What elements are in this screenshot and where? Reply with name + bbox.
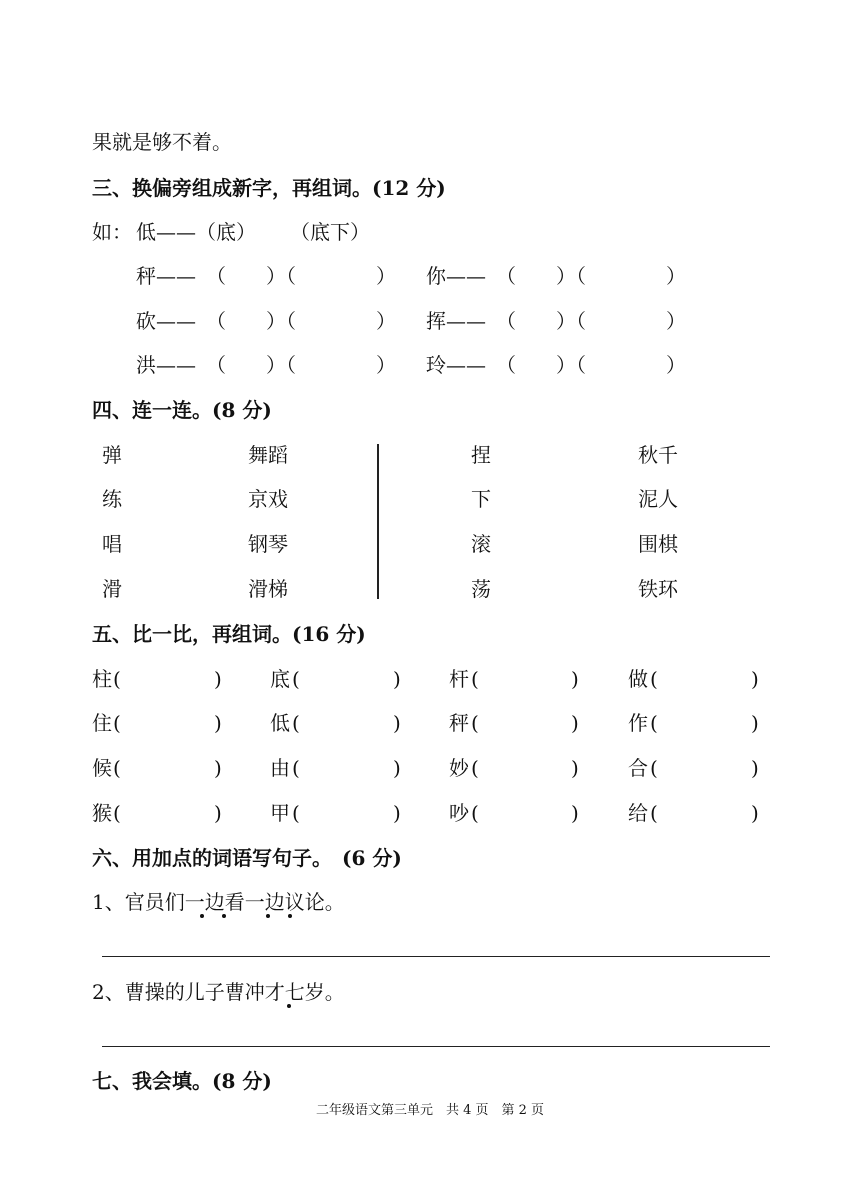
match-right-word[interactable]: 泥人 xyxy=(638,487,678,511)
paren-open[interactable]: ( xyxy=(292,801,300,825)
emphasis-dot xyxy=(200,914,204,918)
match-left-char[interactable]: 练 xyxy=(102,487,122,511)
section3-item-blanks[interactable]: （ ）（ ） xyxy=(496,353,686,377)
compare-char: 猴 xyxy=(92,801,112,825)
match-left-char[interactable]: 滑 xyxy=(102,577,122,601)
paren-close: ) xyxy=(571,756,579,780)
section6-heading: 六、用加点的词语写句子。 (6 分) xyxy=(92,846,402,870)
paren-close: ) xyxy=(214,667,222,691)
compare-char: 给 xyxy=(628,801,648,825)
compare-char: 吵 xyxy=(449,801,469,825)
emphasis-dot xyxy=(222,914,226,918)
paren-open[interactable]: ( xyxy=(650,667,658,691)
section6-question-1: 1、官员们一边看一边议论。 xyxy=(92,890,345,914)
match-left-word[interactable]: 舞蹈 xyxy=(248,443,288,467)
match-right-word[interactable]: 秋千 xyxy=(638,443,678,467)
match-left-char[interactable]: 弹 xyxy=(102,443,122,467)
compare-char: 妙 xyxy=(449,756,469,780)
paren-open[interactable]: ( xyxy=(471,667,479,691)
paren-close: ) xyxy=(751,756,759,780)
column-divider xyxy=(377,444,379,599)
match-right-word[interactable]: 铁环 xyxy=(638,577,678,601)
compare-char: 柱 xyxy=(92,667,112,691)
paren-open[interactable]: ( xyxy=(650,711,658,735)
section3-example-label: 如： xyxy=(92,220,132,244)
match-left-char[interactable]: 唱 xyxy=(102,532,122,556)
compare-char: 候 xyxy=(92,756,112,780)
compare-char: 合 xyxy=(628,756,648,780)
section6-question-2: 2、曹操的儿子曹冲才七岁。 xyxy=(92,980,345,1004)
paren-close: ) xyxy=(751,711,759,735)
paren-close: ) xyxy=(393,711,401,735)
paren-close: ) xyxy=(751,667,759,691)
match-left-word[interactable]: 钢琴 xyxy=(248,532,288,556)
answer-line-2[interactable] xyxy=(102,1046,770,1047)
section3-item-blanks[interactable]: （ ）（ ） xyxy=(206,353,396,377)
compare-char: 由 xyxy=(270,756,290,780)
section3-item-char: 砍—— xyxy=(136,309,196,333)
section3-item-char: 洪—— xyxy=(136,353,196,377)
compare-char: 住 xyxy=(92,711,112,735)
page-footer: 二年级语文第三单元 共 4 页 第 2 页 xyxy=(315,1103,545,1118)
paren-open[interactable]: ( xyxy=(113,756,121,780)
answer-line-1[interactable] xyxy=(102,956,770,957)
paren-close: ) xyxy=(571,801,579,825)
emphasis-dot xyxy=(288,914,292,918)
paren-open[interactable]: ( xyxy=(113,667,121,691)
compare-char: 低 xyxy=(270,711,290,735)
paren-open[interactable]: ( xyxy=(292,711,300,735)
paren-open[interactable]: ( xyxy=(471,756,479,780)
paren-open[interactable]: ( xyxy=(650,801,658,825)
paren-open[interactable]: ( xyxy=(650,756,658,780)
emphasis-dot xyxy=(287,1004,291,1008)
paren-open[interactable]: ( xyxy=(471,801,479,825)
section3-item-char: 你—— xyxy=(426,264,486,288)
section3-example-char: 低——（底） xyxy=(136,220,256,244)
match-left-word[interactable]: 滑梯 xyxy=(248,577,288,601)
paren-close: ) xyxy=(571,667,579,691)
paren-open[interactable]: ( xyxy=(113,801,121,825)
match-right-char[interactable]: 滚 xyxy=(471,532,491,556)
paren-open[interactable]: ( xyxy=(471,711,479,735)
paren-close: ) xyxy=(393,756,401,780)
compare-char: 作 xyxy=(628,711,648,735)
section3-item-blanks[interactable]: （ ）（ ） xyxy=(206,309,396,333)
section3-item-char: 挥—— xyxy=(426,309,486,333)
section3-item-blanks[interactable]: （ ）（ ） xyxy=(496,309,686,333)
section3-example-word: （底下） xyxy=(290,220,370,244)
match-right-word[interactable]: 围棋 xyxy=(638,532,678,556)
paren-open[interactable]: ( xyxy=(292,756,300,780)
paren-close: ) xyxy=(214,801,222,825)
section3-item-char: 秤—— xyxy=(136,264,196,288)
paren-close: ) xyxy=(214,711,222,735)
match-right-char[interactable]: 荡 xyxy=(471,577,491,601)
paren-close: ) xyxy=(751,801,759,825)
paren-open[interactable]: ( xyxy=(292,667,300,691)
paren-open[interactable]: ( xyxy=(113,711,121,735)
compare-char: 甲 xyxy=(270,801,290,825)
match-left-word[interactable]: 京戏 xyxy=(248,487,288,511)
compare-char: 杆 xyxy=(449,667,469,691)
section4-heading: 四、连一连。(8 分) xyxy=(92,398,272,422)
paren-close: ) xyxy=(393,801,401,825)
compare-char: 底 xyxy=(270,667,290,691)
section3-item-blanks[interactable]: （ ）（ ） xyxy=(496,264,686,288)
match-right-char[interactable]: 捏 xyxy=(471,443,491,467)
paren-close: ) xyxy=(214,756,222,780)
match-right-char[interactable]: 下 xyxy=(471,487,491,511)
compare-char: 做 xyxy=(628,667,648,691)
emphasis-dot xyxy=(266,914,270,918)
section3-item-char: 玲—— xyxy=(426,353,486,377)
compare-char: 秤 xyxy=(449,711,469,735)
section7-heading: 七、我会填。(8 分) xyxy=(92,1069,272,1093)
paren-close: ) xyxy=(393,667,401,691)
section5-heading: 五、比一比，再组词。(16 分) xyxy=(92,622,366,646)
intro-line: 果就是够不着。 xyxy=(92,130,232,154)
section3-item-blanks[interactable]: （ ）（ ） xyxy=(206,264,396,288)
section3-heading: 三、换偏旁组成新字，再组词。(12 分) xyxy=(92,176,446,200)
paren-close: ) xyxy=(571,711,579,735)
